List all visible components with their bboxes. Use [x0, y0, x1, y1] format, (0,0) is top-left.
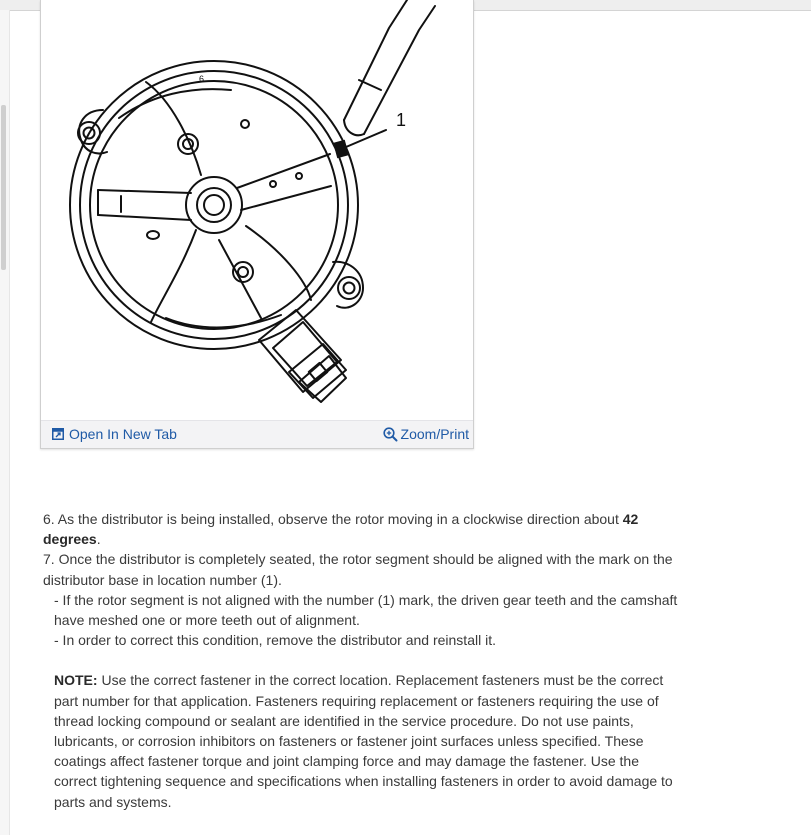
open-in-new-tab-link[interactable]	[52, 426, 177, 442]
open-in-new-tab-label: Open In New Tab	[69, 426, 177, 442]
callout-number: 1	[396, 110, 407, 130]
left-scroll-gutter	[0, 10, 10, 835]
scrollbar-thumb[interactable]	[1, 105, 6, 270]
step-6-degrees: 42 degrees	[43, 511, 639, 548]
note-text: Use the correct fastener in the correct location. Replacement fasteners must be the correct part number for that application. Fasteners requiring replacement or fasteners requiring the use of thread locking compound or sealant are identified in the service procedure. Do not use paints, lubricants, or corrosion inhibitors on fasteners or fastener joint surfaces unless specified. These coatings affect fastener torque and joint clamping force and may damage the fastener. Use the correct tightening sequence and specifications when installing fasteners in order to avoid damage to parts and systems.	[54, 672, 673, 810]
distributor-diagram	[41, 0, 473, 421]
figure-container	[40, 0, 474, 449]
step-7-bullet-2: - In order to correct this condition, remove the distributor and reinstall it.	[54, 632, 496, 649]
figure-toolbar	[41, 420, 473, 448]
step-6	[40, 509, 680, 549]
step-6-text: 6. As the distributor is being installed, observe the rotor moving in a clockwise direction about	[43, 511, 623, 527]
step-6-end: .	[96, 531, 101, 548]
procedure-text	[40, 509, 680, 812]
step-7-bullet-1: - If the rotor segment is not aligned with the number (1) mark, the driven gear teeth and the camshaft have meshed one or more teeth out of alignment.	[54, 591, 678, 629]
note-label: NOTE:	[54, 672, 98, 689]
fastener-note	[40, 670, 680, 811]
zoom-print-label: Zoom/Print	[400, 426, 469, 442]
zoom-print-link[interactable]	[383, 426, 469, 442]
step-7: 7. Once the distributor is completely seated, the rotor segment should be aligned with the mark on the distributor base in location number (1).	[43, 551, 673, 588]
small-mark: 6	[199, 74, 205, 84]
open-new-tab-icon	[52, 428, 64, 440]
zoom-icon	[383, 427, 398, 442]
